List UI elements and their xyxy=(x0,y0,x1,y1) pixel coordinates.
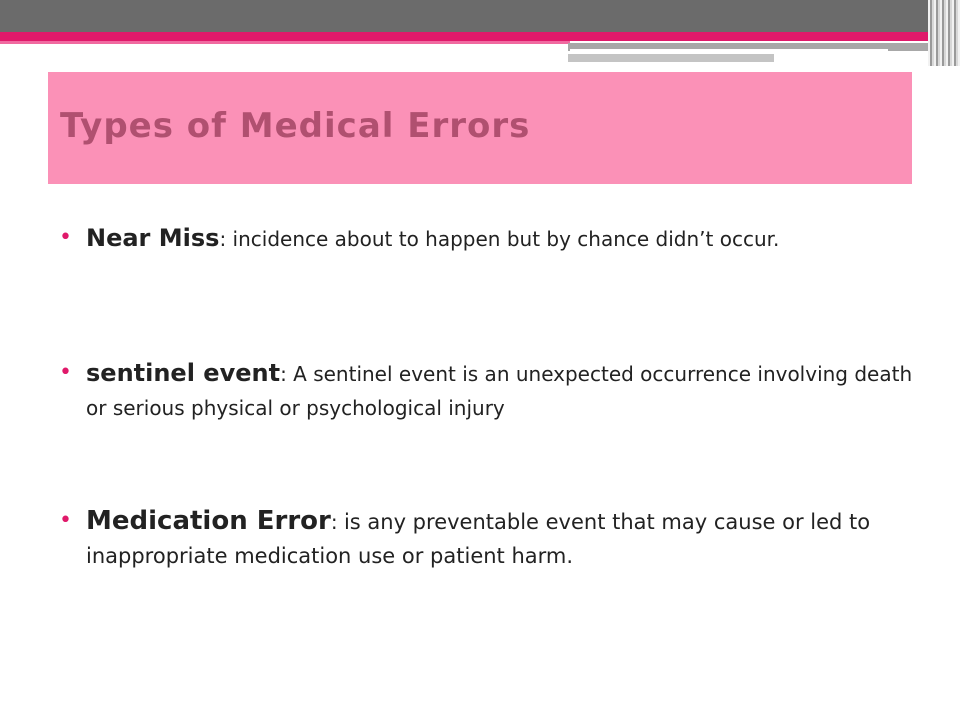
bullet-dot-icon: • xyxy=(59,508,72,533)
bullet-separator: : xyxy=(330,510,344,534)
top-banner xyxy=(0,0,960,32)
slide-title: Types of Medical Errors xyxy=(60,106,531,146)
bullet-separator: : xyxy=(219,227,233,251)
bullet-term: sentinel event xyxy=(86,359,281,387)
bullet-definition: incidence about to happen but by chance didn’t occur. xyxy=(232,227,780,251)
bullet-dot-icon: • xyxy=(59,360,72,385)
decor-bar-light xyxy=(568,54,774,62)
bullet-term: Near Miss xyxy=(86,224,220,252)
accent-line xyxy=(0,41,570,44)
decor-line-white xyxy=(570,49,888,52)
bullet-separator: : xyxy=(280,362,294,386)
bullet-dot-icon: • xyxy=(59,225,72,250)
bullet-definition: A sentinel event is an unexpected occurrence involving death or serious physical or psychological injury xyxy=(86,362,913,420)
decor-stripes xyxy=(928,0,960,66)
bullet-sentinel-event xyxy=(52,356,926,425)
bullet-term: Medication Error xyxy=(86,506,331,536)
bullet-medication-error xyxy=(52,504,926,573)
accent-bar xyxy=(0,32,960,41)
bullet-near-miss xyxy=(52,221,926,256)
bullet-definition: is any preventable event that may cause or led to inappropriate medication use or patient harm. xyxy=(86,510,871,568)
